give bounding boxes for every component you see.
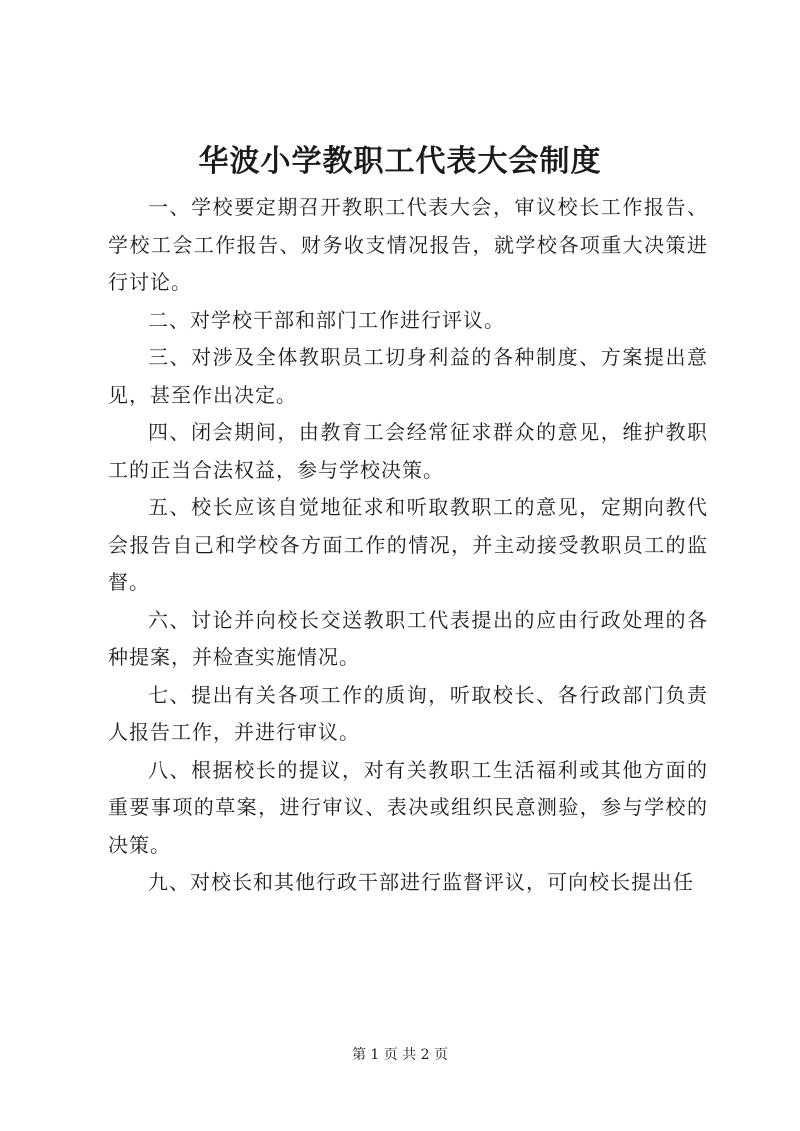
- paragraph-1: 一、学校要定期召开教职工代表大会，审议校长工作报告、学校工会工作报告、财务收支情况报告，就学校各项重大决策进行讨论。: [108, 195, 708, 294]
- paragraph-8: 八、根据校长的提议，对有关教职工生活福利或其他方面的重要事项的草案，进行审议、表决或组织民意测验，参与学校的决策。: [108, 757, 708, 857]
- page-footer: 第 1 页 共 2 页: [351, 1047, 449, 1063]
- paragraph-3: 三、对涉及全体教职员工切身利益的各种制度、方案提出意见，甚至作出决定。: [108, 345, 708, 407]
- paragraph-7: 七、提出有关各项工作的质询，听取校长、各行政部门负责人报告工作，并进行审议。: [108, 682, 708, 744]
- paragraph-2: 二、对学校干部和部门工作进行评议。: [148, 307, 505, 332]
- document-body: [108, 189, 708, 902]
- paragraph-5: 五、校长应该自觉地征求和听取教职工的意见，定期向教代会报告自己和学校各方面工作的情况，并主动接受教职员工的监督。: [108, 495, 708, 594]
- paragraph-4: 四、闭会期间，由教育工会经常征求群众的意见，维护教职工的正当合法权益，参与学校决策。: [108, 420, 708, 482]
- paragraph-9: 九、对校长和其他行政干部进行监督评议，可向校长提出任: [148, 870, 694, 894]
- document-title: 华波小学教职工代表大会制度: [198, 144, 602, 179]
- paragraph-6: 六、讨论并向校长交送教职工代表提出的应由行政处理的各种提案，并检查实施情况。: [108, 607, 708, 669]
